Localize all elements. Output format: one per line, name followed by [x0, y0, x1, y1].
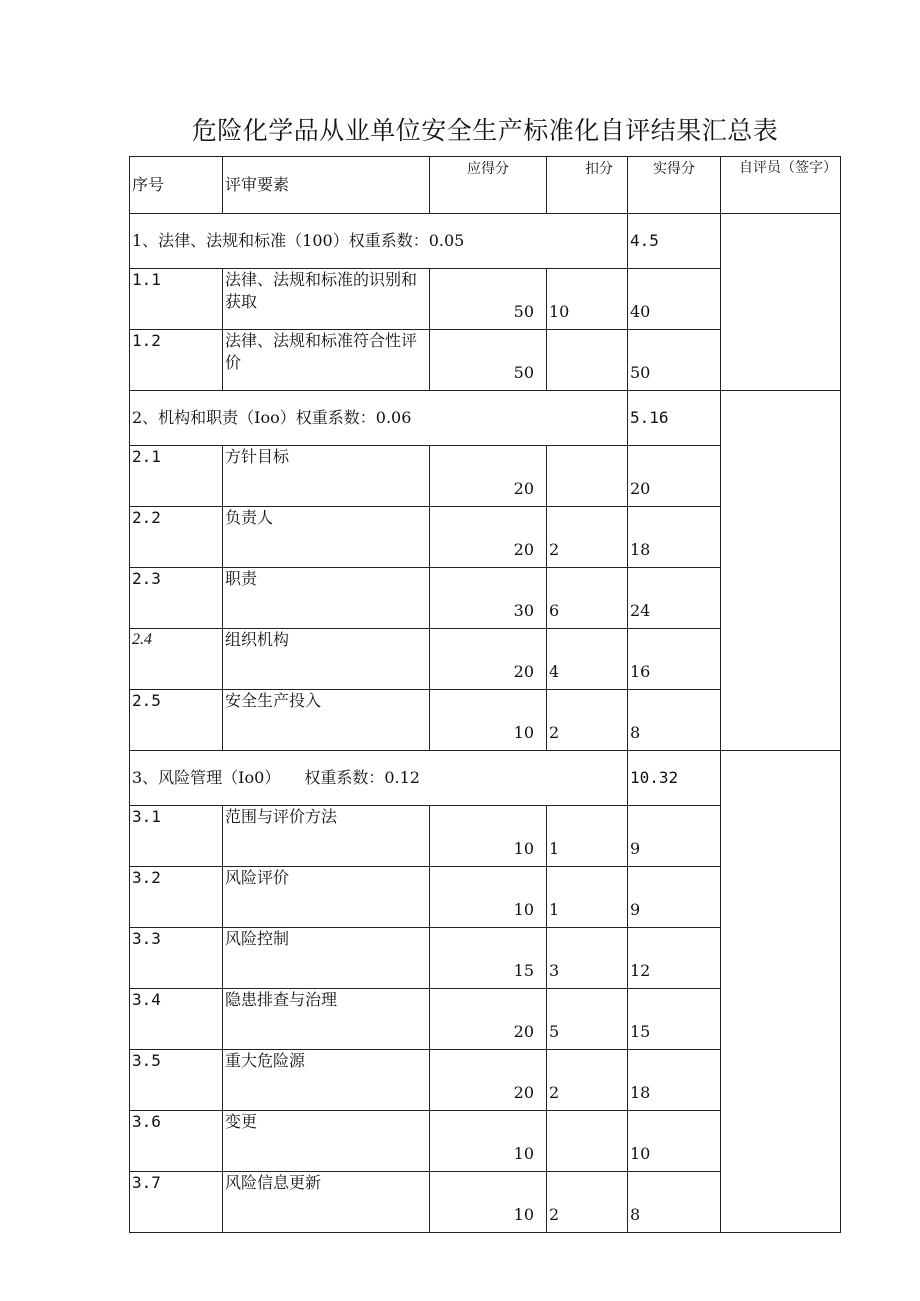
- reviewer-signature-cell: [721, 391, 841, 751]
- score-summary-table: [129, 156, 841, 1233]
- item-number: 1.2: [130, 330, 223, 391]
- item-name: 组织机构: [223, 629, 430, 690]
- item-actual-score: 8: [628, 1172, 721, 1233]
- item-full-score: 20: [430, 629, 547, 690]
- item-actual-score: 8: [628, 690, 721, 751]
- header-item: 评审要素: [223, 157, 430, 214]
- item-number: 3.7: [130, 1172, 223, 1233]
- section-row: [130, 751, 841, 806]
- item-number: 3.1: [130, 806, 223, 867]
- item-full-score: 20: [430, 507, 547, 568]
- item-actual-score: 12: [628, 928, 721, 989]
- item-full-score: 10: [430, 806, 547, 867]
- section-heading: 3、风险管理（Io0） 权重系数：0.12: [130, 751, 628, 806]
- reviewer-signature-cell: [721, 214, 841, 391]
- item-actual-score: 15: [628, 989, 721, 1050]
- item-number: 2.1: [130, 446, 223, 507]
- item-name: 风险信息更新: [223, 1172, 430, 1233]
- item-actual-score: 50: [628, 330, 721, 391]
- item-full-score: 10: [430, 1111, 547, 1172]
- section-score: 4.5: [628, 214, 721, 269]
- item-number: 2.5: [130, 690, 223, 751]
- item-deduction: 1: [547, 806, 628, 867]
- item-name: 法律、法规和标准符合性评价: [223, 330, 430, 391]
- item-deduction: 3: [547, 928, 628, 989]
- item-number: 1.1: [130, 269, 223, 330]
- item-number: 2.4: [130, 629, 223, 690]
- item-name: 负责人: [223, 507, 430, 568]
- item-deduction: 10: [547, 269, 628, 330]
- item-actual-score: 9: [628, 806, 721, 867]
- item-name: 重大危险源: [223, 1050, 430, 1111]
- section-score: 5.16: [628, 391, 721, 446]
- header-deduction: 扣分: [547, 157, 628, 214]
- item-full-score: 10: [430, 867, 547, 928]
- item-deduction: [547, 446, 628, 507]
- item-name: 隐患排查与治理: [223, 989, 430, 1050]
- item-actual-score: 20: [628, 446, 721, 507]
- reviewer-signature-cell: [721, 751, 841, 1233]
- item-name: 职责: [223, 568, 430, 629]
- item-number: 3.5: [130, 1050, 223, 1111]
- section-row: [130, 391, 841, 446]
- item-full-score: 15: [430, 928, 547, 989]
- item-deduction: 2: [547, 1172, 628, 1233]
- item-deduction: 2: [547, 507, 628, 568]
- item-number: 3.4: [130, 989, 223, 1050]
- item-number: 2.3: [130, 568, 223, 629]
- item-deduction: 2: [547, 690, 628, 751]
- item-full-score: 10: [430, 690, 547, 751]
- item-full-score: 10: [430, 1172, 547, 1233]
- item-name: 法律、法规和标准的识别和获取: [223, 269, 430, 330]
- item-number: 3.3: [130, 928, 223, 989]
- section-score: 10.32: [628, 751, 721, 806]
- item-full-score: 20: [430, 989, 547, 1050]
- table-header-row: [130, 157, 841, 214]
- item-actual-score: 24: [628, 568, 721, 629]
- document-title: 危险化学品从业单位安全生产标准化自评结果汇总表: [191, 116, 779, 145]
- section-row: [130, 214, 841, 269]
- item-full-score: 50: [430, 269, 547, 330]
- item-deduction: 5: [547, 989, 628, 1050]
- section-heading: 2、机构和职责（Ioo）权重系数：0.06: [130, 391, 628, 446]
- item-actual-score: 9: [628, 867, 721, 928]
- item-actual-score: 18: [628, 1050, 721, 1111]
- header-full-score: 应得分: [430, 157, 547, 214]
- header-no: 序号: [130, 157, 223, 214]
- item-full-score: 20: [430, 1050, 547, 1111]
- item-actual-score: 16: [628, 629, 721, 690]
- item-full-score: 20: [430, 446, 547, 507]
- item-name: 变更: [223, 1111, 430, 1172]
- item-deduction: 2: [547, 1050, 628, 1111]
- item-name: 安全生产投入: [223, 690, 430, 751]
- item-full-score: 50: [430, 330, 547, 391]
- item-number: 2.2: [130, 507, 223, 568]
- item-name: 范围与评价方法: [223, 806, 430, 867]
- item-actual-score: 18: [628, 507, 721, 568]
- item-name: 风险评价: [223, 867, 430, 928]
- item-actual-score: 10: [628, 1111, 721, 1172]
- item-full-score: 30: [430, 568, 547, 629]
- header-actual-score: 实得分: [628, 157, 721, 214]
- item-deduction: 4: [547, 629, 628, 690]
- item-deduction: [547, 1111, 628, 1172]
- item-deduction: 6: [547, 568, 628, 629]
- item-name: 方针目标: [223, 446, 430, 507]
- header-reviewer: 自评员（签字）: [721, 157, 841, 214]
- item-number: 3.6: [130, 1111, 223, 1172]
- section-heading: 1、法律、法规和标准（100）权重系数：0.05: [130, 214, 628, 269]
- item-deduction: 1: [547, 867, 628, 928]
- item-name: 风险控制: [223, 928, 430, 989]
- item-number: 3.2: [130, 867, 223, 928]
- item-actual-score: 40: [628, 269, 721, 330]
- item-deduction: [547, 330, 628, 391]
